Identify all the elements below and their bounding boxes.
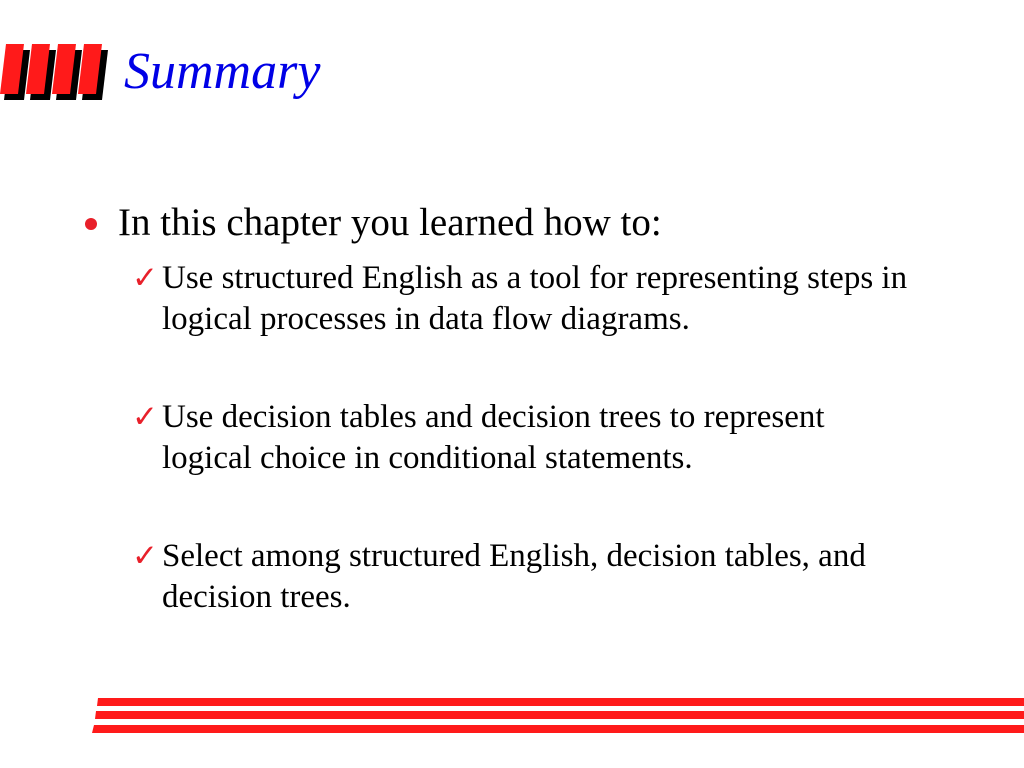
sub-bullet-text: Use structured English as a tool for representing steps in logical processes in data flow diagrams. <box>162 260 908 337</box>
slide-title: Summary <box>124 43 321 100</box>
main-bullet-text: In this chapter you learned how to: <box>118 201 662 244</box>
sub-bullet-item <box>132 258 922 340</box>
sub-bullet-item <box>132 397 922 479</box>
round-bullet-icon <box>85 218 97 230</box>
sub-bullet-item <box>132 536 922 618</box>
checkmark-icon: ✓ <box>132 260 158 296</box>
checkmark-icon: ✓ <box>132 399 158 435</box>
sub-bullet-text: Use decision tables and decision trees to represent logical choice in conditional statements. <box>162 399 825 476</box>
footer-stripes <box>92 698 1024 738</box>
checkmark-icon: ✓ <box>132 538 158 574</box>
striped-bars-logo <box>0 44 110 100</box>
sub-bullet-text: Select among structured English, decision tables, and decision trees. <box>162 538 866 615</box>
